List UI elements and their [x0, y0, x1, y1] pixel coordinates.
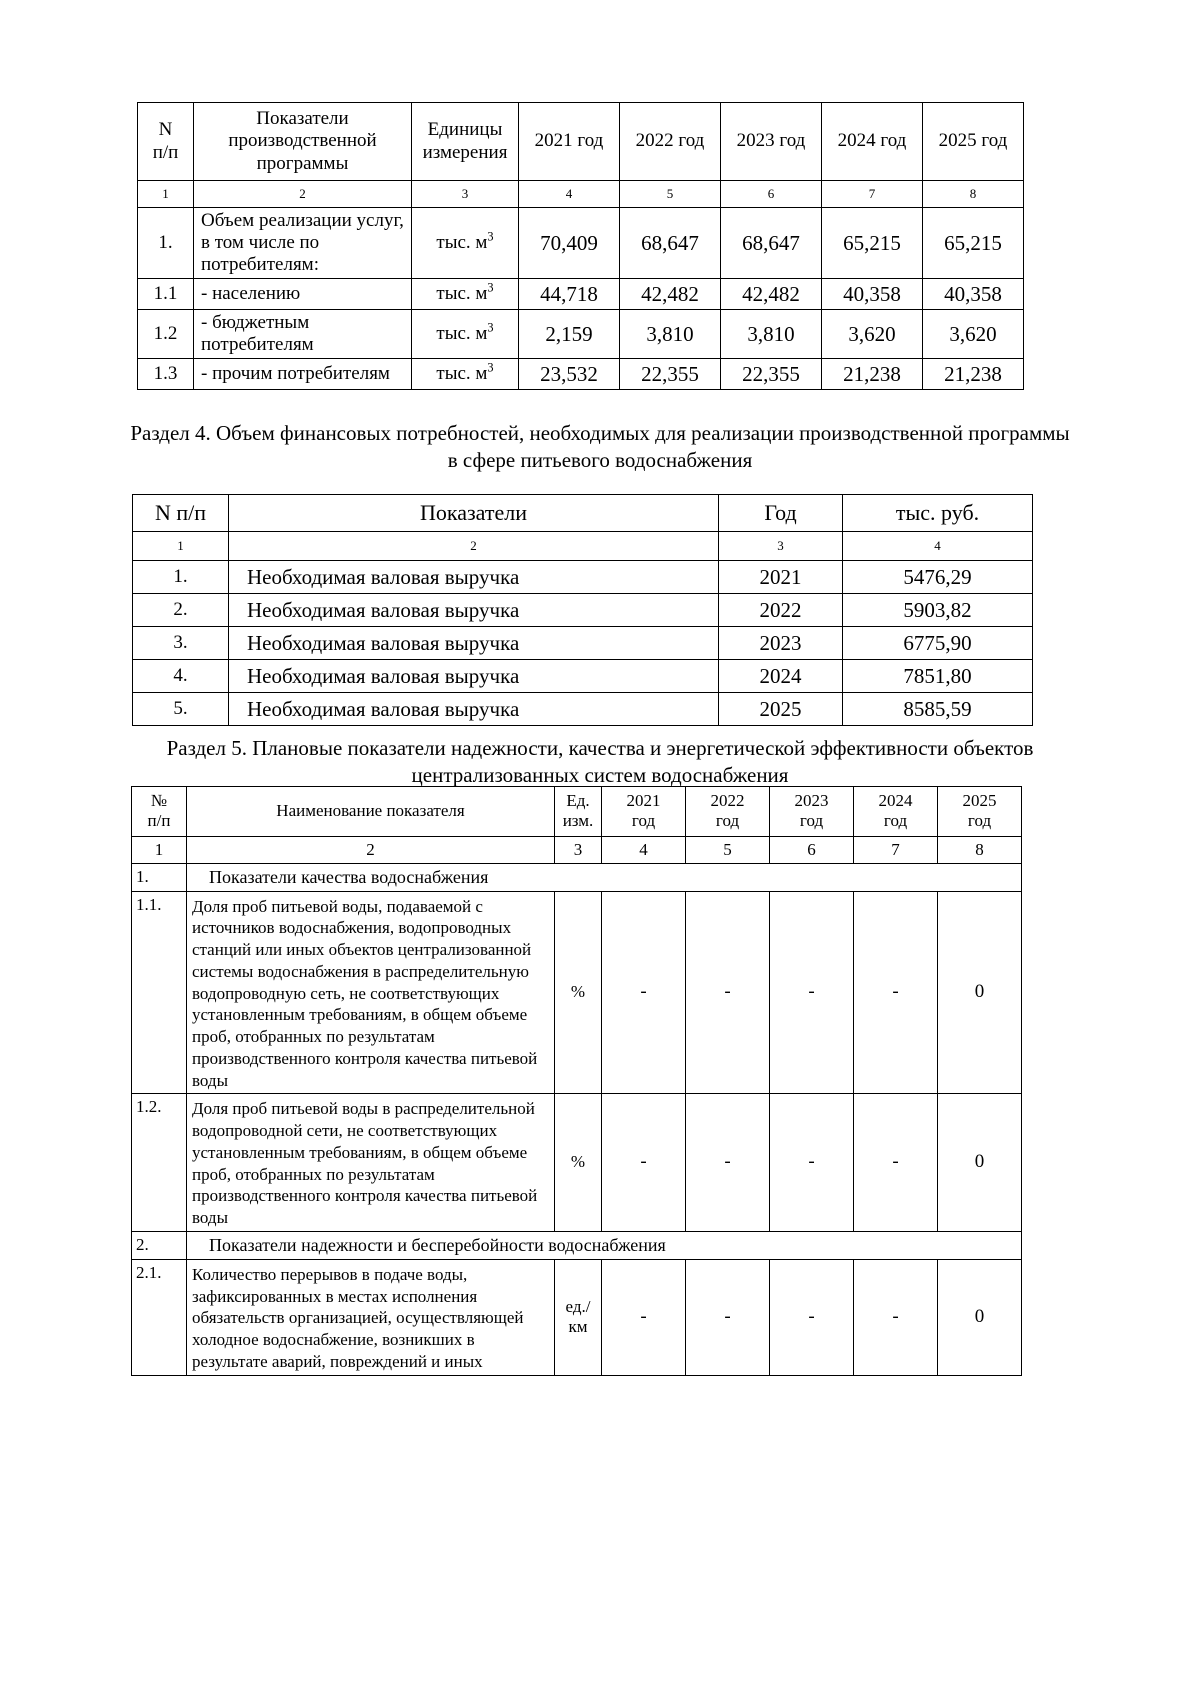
- cell-2021: 70,409: [519, 208, 620, 279]
- col-number: 4: [519, 181, 620, 208]
- cell-sum: 7851,80: [843, 660, 1033, 693]
- col-number: 5: [686, 836, 770, 863]
- col-number: 4: [602, 836, 686, 863]
- cell-2024: 40,358: [822, 279, 923, 310]
- row-number: 5.: [133, 693, 229, 726]
- row-number: 1.3: [138, 359, 194, 390]
- cell-2021: -: [602, 891, 686, 1094]
- table-header-row: [133, 495, 1033, 532]
- cell-year: 2025: [719, 693, 843, 726]
- section-4-heading-line2: программы в сфере питьевого водоснабжения: [447, 421, 1070, 473]
- row-number: 1.1.: [132, 891, 187, 1094]
- group-title: Показатели качества водоснабжения: [187, 863, 1022, 891]
- cell-2021: -: [602, 1259, 686, 1375]
- column-header-np: [132, 787, 187, 837]
- cell-2023: 68,647: [721, 208, 822, 279]
- group-row: [132, 863, 1022, 891]
- table-header-row: [138, 103, 1024, 181]
- row-label: Доля проб питьевой воды, подаваемой с источников водоснабжения, водопроводных станций или иных объектов централизованной системы водоснабжения в распределительную водопроводную сеть, не соответствующих установленным требованиям, в общем объеме проб, отобранных по результатам производственного контроля качества питьевой воды: [187, 891, 555, 1094]
- cell-2022: 68,647: [620, 208, 721, 279]
- table-row: [138, 208, 1024, 279]
- row-unit: %: [555, 891, 602, 1094]
- row-label: Объем реализации услуг, в том числе по потребителям:: [194, 208, 412, 279]
- column-header-indicator-name: Наименование показателя: [187, 787, 555, 837]
- column-header-2022: 2022 год: [620, 103, 721, 181]
- np-line2: п/п: [152, 141, 179, 163]
- row-unit: ед./ км: [555, 1259, 602, 1375]
- column-numbering-row: [132, 836, 1022, 863]
- column-numbering-row: [133, 532, 1033, 561]
- unit-line1: Ед.: [566, 791, 590, 810]
- cell-2022: -: [686, 1094, 770, 1232]
- table-row: [132, 891, 1022, 1094]
- table-row: [133, 561, 1033, 594]
- col-number: 3: [412, 181, 519, 208]
- column-header-unit: [412, 103, 519, 181]
- row-label: Необходимая валовая выручка: [229, 627, 719, 660]
- section-4-heading-line1: Раздел 4. Объем финансовых потребностей, необходимых для реализации производственной: [130, 421, 964, 445]
- cell-year: 2021: [719, 561, 843, 594]
- table-row: [138, 279, 1024, 310]
- table-row: [133, 693, 1033, 726]
- cell-2024: -: [854, 1094, 938, 1232]
- cell-sum: 8585,59: [843, 693, 1033, 726]
- group-row: [132, 1231, 1022, 1259]
- column-header-2024: 2024 год: [822, 103, 923, 181]
- row-number: 1.1: [138, 279, 194, 310]
- cell-2021: 23,532: [519, 359, 620, 390]
- column-header-2023: 2023 год: [721, 103, 822, 181]
- cell-2025: 3,620: [923, 310, 1024, 359]
- unit-line1: Единицы: [427, 119, 503, 141]
- row-label: Доля проб питьевой воды в распределительной водопроводной сети, не соответствующих установленным требованиям, в общем объеме проб, отобранных по результатам производственного контроля качества питьевой воды: [187, 1094, 555, 1232]
- row-number: 2.1.: [132, 1259, 187, 1375]
- col-number: 5: [620, 181, 721, 208]
- row-label: Количество перерывов в подаче воды, зафиксированных в местах исполнения обязательств организацией, осуществляющей холодное водоснабжение, возникших в результате аварий, повреждений и иных: [187, 1259, 555, 1375]
- cell-2022: 22,355: [620, 359, 721, 390]
- table-header-row: [132, 787, 1022, 837]
- column-header-year: Год: [719, 495, 843, 532]
- np-line1: N: [158, 119, 173, 141]
- col-number: 1: [133, 532, 229, 561]
- row-label: - прочим потребителям: [194, 359, 412, 390]
- column-header-unit: [555, 787, 602, 837]
- cell-2024: -: [854, 1259, 938, 1375]
- table-row: [133, 660, 1033, 693]
- cell-2023: -: [770, 891, 854, 1094]
- column-header-2025: 2025 год: [938, 787, 1022, 837]
- table-row: [138, 310, 1024, 359]
- cell-2023: -: [770, 1094, 854, 1232]
- cell-year: 2024: [719, 660, 843, 693]
- row-label: Необходимая валовая выручка: [229, 693, 719, 726]
- column-header-indicator: Показатели: [229, 495, 719, 532]
- column-header-sum: тыс. руб.: [843, 495, 1033, 532]
- row-unit: %: [555, 1094, 602, 1232]
- cell-2021: 2,159: [519, 310, 620, 359]
- column-header-2022: 2022 год: [686, 787, 770, 837]
- column-numbering-row: [138, 181, 1024, 208]
- name-line3: программы: [256, 152, 349, 174]
- row-label: Необходимая валовая выручка: [229, 594, 719, 627]
- production-volumes-table: [137, 102, 1024, 390]
- col-number: 1: [132, 836, 187, 863]
- cell-2024: 3,620: [822, 310, 923, 359]
- col-number: 8: [938, 836, 1022, 863]
- cell-2024: -: [854, 891, 938, 1094]
- table-row: [133, 627, 1033, 660]
- cell-2025: 40,358: [923, 279, 1024, 310]
- row-number: 1.2.: [132, 1094, 187, 1232]
- col-number: 4: [843, 532, 1033, 561]
- table-row: [133, 594, 1033, 627]
- section-4-heading: [130, 420, 1070, 475]
- column-header-indicator: [194, 103, 412, 181]
- cell-2023: 22,355: [721, 359, 822, 390]
- row-label: - бюджетным потребителям: [194, 310, 412, 359]
- np-line1: №: [150, 791, 168, 810]
- col-number: 2: [229, 532, 719, 561]
- cell-2025: 21,238: [923, 359, 1024, 390]
- col-number: 6: [770, 836, 854, 863]
- row-unit: тыс. $м^3$: [412, 208, 519, 279]
- section-5-heading-line2: объектов централизованных систем водоснабжения: [411, 736, 1034, 788]
- col-number: 3: [555, 836, 602, 863]
- column-header-2021: 2021 год: [519, 103, 620, 181]
- col-number: 6: [721, 181, 822, 208]
- section-5-heading: [130, 735, 1070, 790]
- column-header-2024: 2024 год: [854, 787, 938, 837]
- cell-2025: 0: [938, 1259, 1022, 1375]
- column-header-2023: 2023 год: [770, 787, 854, 837]
- cell-2025: 0: [938, 891, 1022, 1094]
- row-number: 1.: [138, 208, 194, 279]
- row-number: 4.: [133, 660, 229, 693]
- column-header-np: N п/п: [133, 495, 229, 532]
- cell-sum: 5903,82: [843, 594, 1033, 627]
- cell-2021: -: [602, 1094, 686, 1232]
- col-number: 8: [923, 181, 1024, 208]
- col-number: 3: [719, 532, 843, 561]
- row-unit: тыс. $м^3$: [412, 279, 519, 310]
- column-header-np: [138, 103, 194, 181]
- row-label: Необходимая валовая выручка: [229, 660, 719, 693]
- col-number: 7: [822, 181, 923, 208]
- cell-2024: 65,215: [822, 208, 923, 279]
- col-number: 2: [187, 836, 555, 863]
- row-number: 1.2: [138, 310, 194, 359]
- planned-indicators-table: [131, 786, 1022, 1376]
- cell-sum: 6775,90: [843, 627, 1033, 660]
- row-unit: тыс. $м^3$: [412, 310, 519, 359]
- table-row: [132, 1259, 1022, 1375]
- col-number: 7: [854, 836, 938, 863]
- row-number: 1.: [133, 561, 229, 594]
- row-label: Необходимая валовая выручка: [229, 561, 719, 594]
- cell-2021: 44,718: [519, 279, 620, 310]
- cell-2022: 3,810: [620, 310, 721, 359]
- cell-2022: 42,482: [620, 279, 721, 310]
- unit-line2: изм.: [562, 811, 594, 831]
- name-line1: Показатели: [256, 108, 349, 129]
- cell-year: 2022: [719, 594, 843, 627]
- cell-2023: 3,810: [721, 310, 822, 359]
- group-number: 1.: [132, 863, 187, 891]
- row-number: 2.: [133, 594, 229, 627]
- column-header-2021: 2021 год: [602, 787, 686, 837]
- cell-2025: 0: [938, 1094, 1022, 1232]
- unit-line2: измерения: [422, 141, 508, 163]
- group-title: Показатели надежности и бесперебойности водоснабжения: [187, 1231, 1022, 1259]
- row-unit: тыс. $м^3$: [412, 359, 519, 390]
- section-5-heading-line1: Раздел 5. Плановые показатели надежности, качества и энергетической эффективности: [166, 736, 949, 760]
- row-number: 3.: [133, 627, 229, 660]
- col-number: 2: [194, 181, 412, 208]
- col-number: 1: [138, 181, 194, 208]
- cell-2022: -: [686, 1259, 770, 1375]
- column-header-2025: 2025 год: [923, 103, 1024, 181]
- cell-2023: -: [770, 1259, 854, 1375]
- cell-year: 2023: [719, 627, 843, 660]
- cell-2025: 65,215: [923, 208, 1024, 279]
- cell-2023: 42,482: [721, 279, 822, 310]
- row-label: - населению: [194, 279, 412, 310]
- revenue-needs-table: [132, 494, 1033, 726]
- name-line2: производственной: [228, 130, 377, 152]
- table-row: [132, 1094, 1022, 1232]
- np-line2: п/п: [147, 811, 171, 831]
- cell-2022: -: [686, 891, 770, 1094]
- cell-sum: 5476,29: [843, 561, 1033, 594]
- cell-2024: 21,238: [822, 359, 923, 390]
- table-row: [138, 359, 1024, 390]
- group-number: 2.: [132, 1231, 187, 1259]
